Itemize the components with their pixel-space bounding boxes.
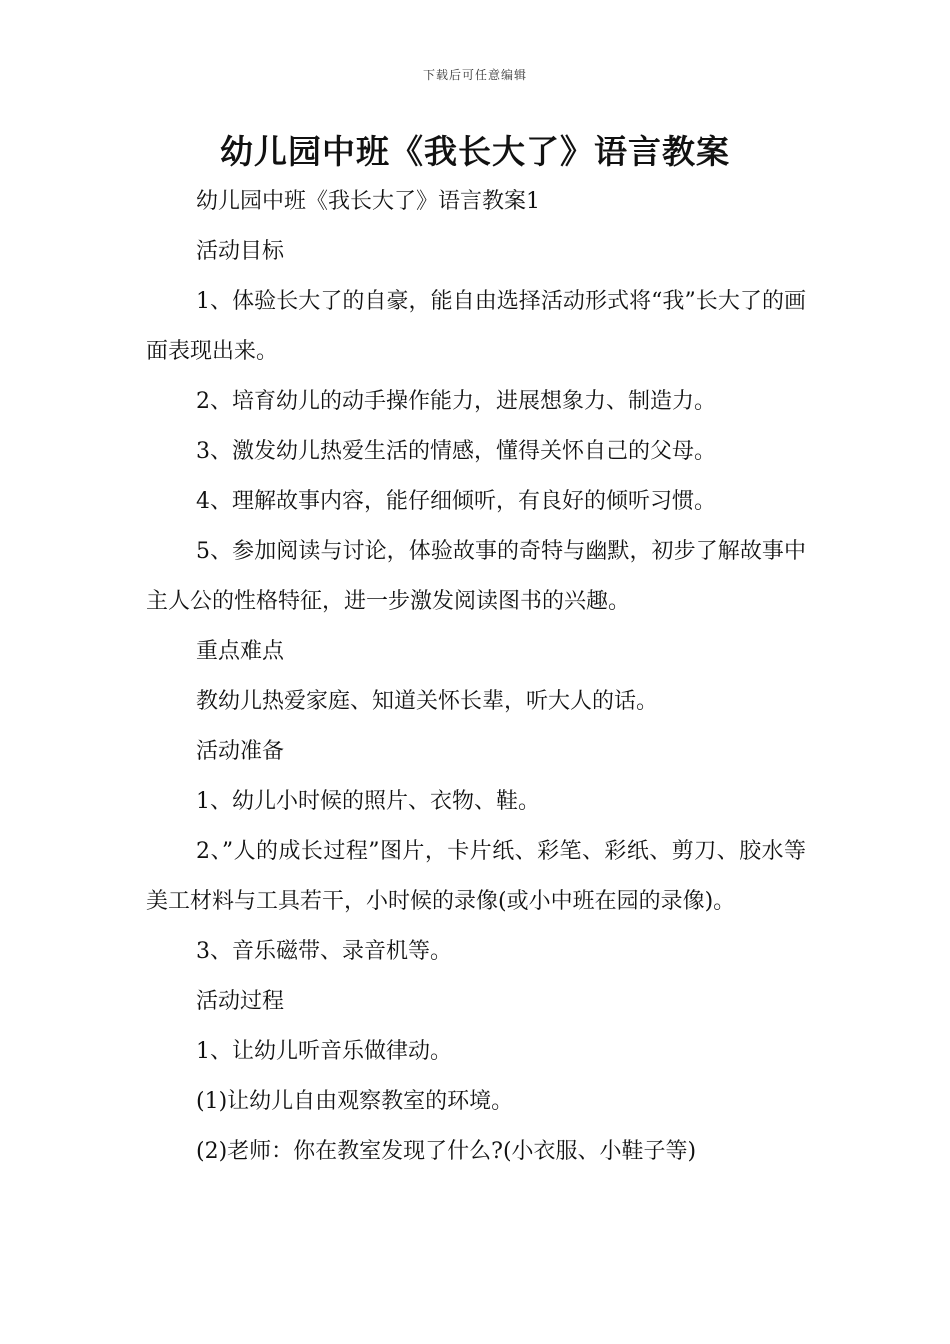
goal-item-4: 4、理解故事内容，能仔细倾听，有良好的倾听习惯。 bbox=[196, 489, 716, 514]
preparation-item-2: 2、”人的成长过程”图片，卡片纸、彩笔、彩纸、剪刀、胶水等美工材料与工具若干，小时候的录像(或小中班在园的录像)。 bbox=[146, 839, 806, 914]
section-subtitle: 幼儿园中班《我长大了》语言教案1 bbox=[196, 189, 540, 214]
process-subitem-1: (1)让幼儿自由观察教室的环境。 bbox=[196, 1089, 514, 1114]
document-title: 幼儿园中班《我长大了》语言教案 bbox=[220, 132, 730, 171]
goal-item-3: 3、激发幼儿热爱生活的情感，懂得关怀自己的父母。 bbox=[196, 439, 716, 464]
goal-item-1: 1、体验长大了的自豪，能自由选择活动形式将“我”长大了的画面表现出来。 bbox=[146, 289, 806, 364]
header-note: 下载后可任意编辑 bbox=[422, 68, 527, 82]
key-points-text: 教幼儿热爱家庭、知道关怀长辈，听大人的话。 bbox=[196, 689, 659, 714]
heading-preparation: 活动准备 bbox=[196, 739, 285, 764]
goal-item-5: 5、参加阅读与讨论，体验故事的奇特与幽默，初步了解故事中主人公的性格特征，进一步激发阅读图书的兴趣。 bbox=[146, 539, 806, 614]
process-subitem-2: (2)老师：你在教室发现了什么?(小衣服、小鞋子等) bbox=[196, 1139, 697, 1164]
heading-activity-goals: 活动目标 bbox=[196, 239, 285, 264]
heading-activity-process: 活动过程 bbox=[196, 989, 285, 1014]
preparation-item-3: 3、音乐磁带、录音机等。 bbox=[196, 939, 452, 964]
heading-key-points: 重点难点 bbox=[196, 639, 285, 664]
process-item-1: 1、让幼儿听音乐做律动。 bbox=[196, 1039, 452, 1064]
goal-item-2: 2、培育幼儿的动手操作能力，进展想象力、制造力。 bbox=[196, 389, 716, 414]
document-body bbox=[146, 177, 806, 1177]
preparation-item-1: 1、幼儿小时候的照片、衣物、鞋。 bbox=[196, 789, 540, 814]
